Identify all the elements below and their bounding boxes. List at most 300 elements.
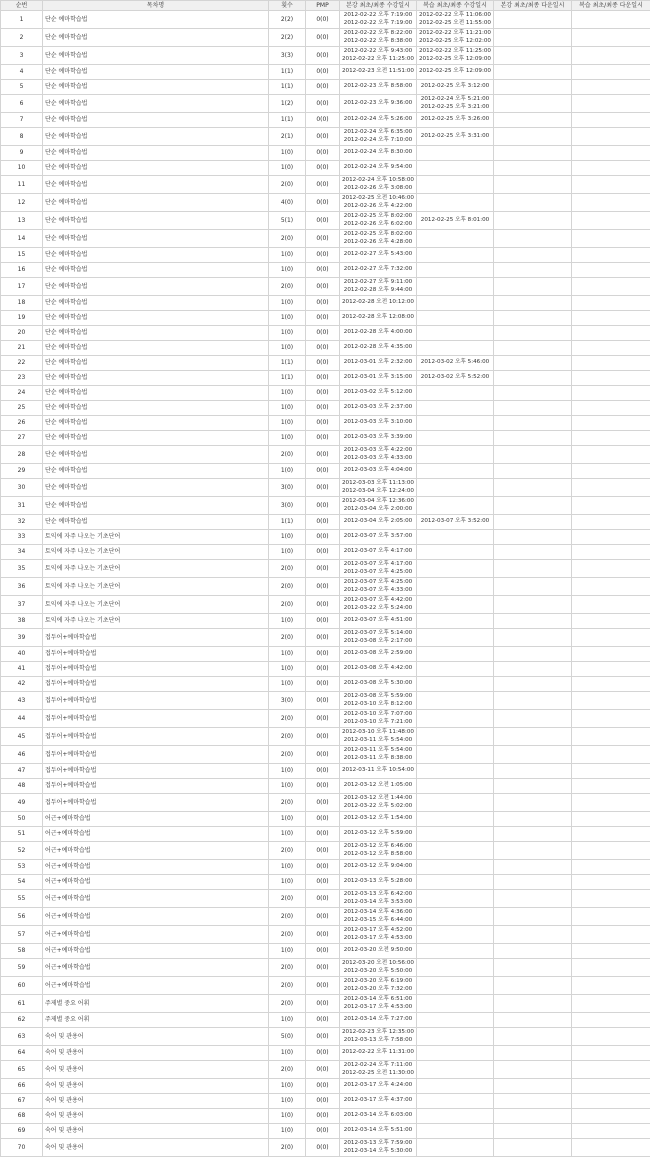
- row-review-watch: [417, 728, 494, 746]
- row-count: 1(0): [269, 401, 306, 416]
- datetime-line: 2012-02-23 오후 12:35:00: [342, 1029, 414, 1036]
- datetime-line: 2012-02-28 오후 4:00:00: [342, 329, 414, 336]
- row-number: 51: [1, 827, 43, 842]
- table-row: [1, 995, 650, 1013]
- datetime-line: 2012-02-22 오후 11:25:00: [342, 56, 414, 63]
- datetime-line: 2012-03-20 오후 7:32:00: [342, 986, 414, 993]
- datetime-line: 2012-03-14 오후 7:27:00: [342, 1016, 414, 1023]
- row-main-watch: [340, 779, 417, 794]
- row-review-watch: [417, 278, 494, 296]
- header-row: [1, 1, 650, 11]
- row-main-download: [494, 80, 572, 95]
- row-pmp: 0(0): [306, 842, 340, 860]
- row-number: 45: [1, 728, 43, 746]
- table-row: [1, 596, 650, 614]
- row-main-download: [494, 128, 572, 146]
- row-number: 42: [1, 677, 43, 692]
- row-main-download: [494, 113, 572, 128]
- row-review-watch: [417, 431, 494, 446]
- row-review-watch: [417, 263, 494, 278]
- row-title: 어근+예마학습법: [43, 977, 269, 995]
- row-count: 1(1): [269, 371, 306, 386]
- row-count: 2(1): [269, 128, 306, 146]
- row-review-download: [572, 890, 650, 908]
- row-title: 단순 예마학습법: [43, 341, 269, 356]
- row-main-watch: [340, 794, 417, 812]
- row-pmp: 0(0): [306, 230, 340, 248]
- row-review-watch: [417, 371, 494, 386]
- row-main-download: [494, 194, 572, 212]
- row-main-watch: [340, 662, 417, 677]
- row-review-download: [572, 296, 650, 311]
- row-main-download: [494, 692, 572, 710]
- row-pmp: 0(0): [306, 401, 340, 416]
- datetime-line: 2012-03-03 오후 3:39:00: [342, 434, 414, 441]
- row-review-download: [572, 692, 650, 710]
- datetime-line: 2012-02-27 오후 5:43:00: [342, 251, 414, 258]
- row-pmp: 0(0): [306, 710, 340, 728]
- row-main-watch: [340, 212, 417, 230]
- row-number: 15: [1, 248, 43, 263]
- row-pmp: 0(0): [306, 1109, 340, 1124]
- row-pmp: 0(0): [306, 113, 340, 128]
- row-main-download: [494, 827, 572, 842]
- row-number: 34: [1, 545, 43, 560]
- row-pmp: 0(0): [306, 995, 340, 1013]
- datetime-line: 2012-03-12 오후 9:04:00: [342, 863, 414, 870]
- table-row: [1, 764, 650, 779]
- row-review-download: [572, 230, 650, 248]
- row-main-download: [494, 977, 572, 995]
- row-number: 54: [1, 875, 43, 890]
- datetime-line: 2012-03-03 오후 2:37:00: [342, 404, 414, 411]
- row-review-download: [572, 827, 650, 842]
- row-number: 11: [1, 176, 43, 194]
- table-row: [1, 278, 650, 296]
- table-row: [1, 860, 650, 875]
- row-review-watch: [417, 497, 494, 515]
- row-review-download: [572, 515, 650, 530]
- row-main-download: [494, 944, 572, 959]
- row-title: 단순 예마학습법: [43, 47, 269, 65]
- row-title: 어근+예마학습법: [43, 860, 269, 875]
- row-main-download: [494, 263, 572, 278]
- row-main-watch: [340, 1094, 417, 1109]
- row-count: 1(0): [269, 326, 306, 341]
- table-row: [1, 530, 650, 545]
- row-number: 20: [1, 326, 43, 341]
- row-main-download: [494, 479, 572, 497]
- row-main-download: [494, 212, 572, 230]
- row-title: 단순 예마학습법: [43, 479, 269, 497]
- row-review-watch: [417, 515, 494, 530]
- row-number: 52: [1, 842, 43, 860]
- table-row: [1, 431, 650, 446]
- row-pmp: 0(0): [306, 341, 340, 356]
- row-number: 24: [1, 386, 43, 401]
- datetime-line: 2012-03-03 오후 4:04:00: [342, 467, 414, 474]
- datetime-line: 2012-03-11 오후 5:54:00: [342, 747, 414, 754]
- row-review-download: [572, 341, 650, 356]
- datetime-line: 2012-03-13 오후 7:58:00: [342, 1037, 414, 1044]
- row-count: 1(0): [269, 944, 306, 959]
- row-review-download: [572, 1109, 650, 1124]
- datetime-line: 2012-02-22 오후 9:43:00: [342, 48, 414, 55]
- row-title: 어근+예마학습법: [43, 959, 269, 977]
- row-main-watch: [340, 629, 417, 647]
- datetime-line: 2012-03-14 오후 3:53:00: [342, 899, 414, 906]
- row-review-download: [572, 1139, 650, 1157]
- row-number: 56: [1, 908, 43, 926]
- row-main-watch: [340, 614, 417, 629]
- row-main-watch: [340, 464, 417, 479]
- row-title: 접두어+예마학습법: [43, 710, 269, 728]
- row-review-watch: [417, 812, 494, 827]
- row-count: 5(1): [269, 212, 306, 230]
- datetime-line: 2012-02-24 오후 8:30:00: [342, 149, 414, 156]
- row-review-download: [572, 1028, 650, 1046]
- row-number: 7: [1, 113, 43, 128]
- row-review-download: [572, 326, 650, 341]
- table-row: [1, 326, 650, 341]
- row-review-download: [572, 944, 650, 959]
- row-number: 28: [1, 446, 43, 464]
- row-pmp: 0(0): [306, 614, 340, 629]
- row-pmp: 0(0): [306, 497, 340, 515]
- row-review-download: [572, 764, 650, 779]
- row-main-download: [494, 248, 572, 263]
- row-pmp: 0(0): [306, 1124, 340, 1139]
- row-number: 58: [1, 944, 43, 959]
- row-main-download: [494, 446, 572, 464]
- row-review-watch: [417, 11, 494, 29]
- datetime-line: 2012-02-24 오후 5:21:00: [419, 96, 491, 103]
- table-row: [1, 371, 650, 386]
- row-pmp: 0(0): [306, 692, 340, 710]
- row-pmp: 0(0): [306, 431, 340, 446]
- row-count: 5(0): [269, 1028, 306, 1046]
- row-pmp: 0(0): [306, 515, 340, 530]
- row-count: 1(0): [269, 161, 306, 176]
- datetime-line: 2012-02-26 오후 4:28:00: [342, 239, 414, 246]
- row-title: 숙어 및 관용어: [43, 1028, 269, 1046]
- row-pmp: 0(0): [306, 65, 340, 80]
- row-count: 3(0): [269, 692, 306, 710]
- datetime-line: 2012-03-01 오후 3:15:00: [342, 374, 414, 381]
- row-title: 단순 예마학습법: [43, 11, 269, 29]
- table-header: [1, 1, 650, 11]
- row-review-watch: [417, 530, 494, 545]
- row-review-download: [572, 146, 650, 161]
- row-number: 50: [1, 812, 43, 827]
- datetime-line: 2012-02-27 오후 9:11:00: [342, 279, 414, 286]
- row-title: 단순 예마학습법: [43, 128, 269, 146]
- row-main-download: [494, 1046, 572, 1061]
- row-main-download: [494, 812, 572, 827]
- row-number: 67: [1, 1094, 43, 1109]
- row-pmp: 0(0): [306, 11, 340, 29]
- row-number: 19: [1, 311, 43, 326]
- row-main-watch: [340, 908, 417, 926]
- table-row: [1, 296, 650, 311]
- row-review-watch: [417, 230, 494, 248]
- row-review-watch: [417, 194, 494, 212]
- table-row: [1, 401, 650, 416]
- datetime-line: 2012-03-02 오후 5:46:00: [419, 359, 491, 366]
- datetime-line: 2012-03-03 오후 4:22:00: [342, 447, 414, 454]
- table-row: [1, 1124, 650, 1139]
- row-title: 단순 예마학습법: [43, 386, 269, 401]
- row-main-watch: [340, 341, 417, 356]
- datetime-line: 2012-02-28 오전 10:12:00: [342, 299, 414, 306]
- row-review-download: [572, 746, 650, 764]
- row-count: 2(2): [269, 11, 306, 29]
- datetime-line: 2012-02-27 오후 7:32:00: [342, 266, 414, 273]
- row-main-download: [494, 1028, 572, 1046]
- row-review-watch: [417, 1028, 494, 1046]
- row-number: 33: [1, 530, 43, 545]
- row-main-download: [494, 908, 572, 926]
- table-row: [1, 875, 650, 890]
- datetime-line: 2012-03-07 오후 4:33:00: [342, 587, 414, 594]
- row-review-watch: [417, 65, 494, 80]
- table-row: [1, 80, 650, 95]
- row-review-watch: [417, 995, 494, 1013]
- datetime-line: 2012-02-25 오후 12:09:00: [419, 56, 491, 63]
- row-main-watch: [340, 1079, 417, 1094]
- row-count: 2(0): [269, 446, 306, 464]
- row-main-watch: [340, 596, 417, 614]
- row-pmp: 0(0): [306, 95, 340, 113]
- row-number: 60: [1, 977, 43, 995]
- datetime-line: 2012-02-22 오후 11:25:00: [419, 48, 491, 55]
- table-row: [1, 212, 650, 230]
- row-title: 토익에 자주 나오는 기초단어: [43, 545, 269, 560]
- table-row: [1, 95, 650, 113]
- row-number: 23: [1, 371, 43, 386]
- row-count: 2(0): [269, 596, 306, 614]
- row-main-download: [494, 959, 572, 977]
- row-main-download: [494, 161, 572, 176]
- row-count: 2(0): [269, 560, 306, 578]
- row-number: 30: [1, 479, 43, 497]
- row-main-download: [494, 1079, 572, 1094]
- row-count: 1(1): [269, 65, 306, 80]
- row-count: 1(0): [269, 296, 306, 311]
- row-title: 토익에 자주 나오는 기초단어: [43, 560, 269, 578]
- row-main-download: [494, 614, 572, 629]
- table-row: [1, 959, 650, 977]
- row-count: 2(0): [269, 629, 306, 647]
- row-main-watch: [340, 995, 417, 1013]
- row-count: 3(0): [269, 479, 306, 497]
- row-review-download: [572, 80, 650, 95]
- row-title: 숙어 및 관용어: [43, 1139, 269, 1157]
- row-pmp: 0(0): [306, 662, 340, 677]
- datetime-line: 2012-03-03 오후 4:33:00: [342, 455, 414, 462]
- col-header-title: 목차명: [43, 1, 269, 11]
- table-row: [1, 779, 650, 794]
- row-title: 토익에 자주 나오는 기초단어: [43, 596, 269, 614]
- row-main-download: [494, 371, 572, 386]
- table-row: [1, 890, 650, 908]
- row-review-download: [572, 446, 650, 464]
- table-row: [1, 629, 650, 647]
- row-main-watch: [340, 146, 417, 161]
- row-pmp: 0(0): [306, 1139, 340, 1157]
- row-number: 6: [1, 95, 43, 113]
- row-number: 25: [1, 401, 43, 416]
- row-count: 3(3): [269, 47, 306, 65]
- row-number: 44: [1, 710, 43, 728]
- row-title: 숙어 및 관용어: [43, 1079, 269, 1094]
- table-row: [1, 1094, 650, 1109]
- row-main-download: [494, 95, 572, 113]
- row-pmp: 0(0): [306, 746, 340, 764]
- row-main-watch: [340, 356, 417, 371]
- table-row: [1, 908, 650, 926]
- row-main-watch: [340, 248, 417, 263]
- table-row: [1, 926, 650, 944]
- datetime-line: 2012-03-04 오후 2:00:00: [342, 506, 414, 513]
- row-pmp: 0(0): [306, 416, 340, 431]
- row-pmp: 0(0): [306, 146, 340, 161]
- row-pmp: 0(0): [306, 860, 340, 875]
- row-review-watch: [417, 1046, 494, 1061]
- row-main-download: [494, 278, 572, 296]
- table-body: [1, 11, 650, 1157]
- datetime-line: 2012-03-08 오후 2:59:00: [342, 650, 414, 657]
- row-number: 2: [1, 29, 43, 47]
- row-title: 단순 예마학습법: [43, 146, 269, 161]
- table-row: [1, 812, 650, 827]
- row-pmp: 0(0): [306, 1079, 340, 1094]
- table-row: [1, 545, 650, 560]
- row-review-watch: [417, 479, 494, 497]
- row-review-download: [572, 596, 650, 614]
- row-title: 접두어+예마학습법: [43, 794, 269, 812]
- row-pmp: 0(0): [306, 959, 340, 977]
- datetime-line: 2012-02-22 오후 8:38:00: [342, 38, 414, 45]
- row-main-watch: [340, 416, 417, 431]
- row-count: 3(0): [269, 497, 306, 515]
- table-row: [1, 386, 650, 401]
- row-main-watch: [340, 728, 417, 746]
- datetime-line: 2012-03-10 오후 7:21:00: [342, 719, 414, 726]
- row-main-watch: [340, 530, 417, 545]
- row-pmp: 0(0): [306, 875, 340, 890]
- row-review-watch: [417, 692, 494, 710]
- datetime-line: 2012-02-22 오후 7:19:00: [342, 20, 414, 27]
- row-main-download: [494, 596, 572, 614]
- datetime-line: 2012-03-13 오후 5:28:00: [342, 878, 414, 885]
- row-pmp: 0(0): [306, 647, 340, 662]
- row-review-download: [572, 794, 650, 812]
- table-row: [1, 515, 650, 530]
- row-title: 단순 예마학습법: [43, 497, 269, 515]
- row-main-download: [494, 146, 572, 161]
- row-review-download: [572, 128, 650, 146]
- row-pmp: 0(0): [306, 161, 340, 176]
- row-review-watch: [417, 341, 494, 356]
- row-review-watch: [417, 926, 494, 944]
- row-pmp: 0(0): [306, 176, 340, 194]
- row-review-download: [572, 371, 650, 386]
- row-title: 단순 예마학습법: [43, 278, 269, 296]
- row-main-watch: [340, 431, 417, 446]
- row-review-download: [572, 578, 650, 596]
- row-count: 1(0): [269, 263, 306, 278]
- table-row: [1, 827, 650, 842]
- datetime-line: 2012-03-11 오후 5:54:00: [342, 737, 414, 744]
- row-review-download: [572, 860, 650, 875]
- row-title: 어근+예마학습법: [43, 827, 269, 842]
- row-main-download: [494, 530, 572, 545]
- row-pmp: 0(0): [306, 890, 340, 908]
- table-row: [1, 677, 650, 692]
- row-review-watch: [417, 794, 494, 812]
- row-pmp: 0(0): [306, 29, 340, 47]
- row-count: 2(0): [269, 230, 306, 248]
- row-pmp: 0(0): [306, 194, 340, 212]
- row-title: 접두어+예마학습법: [43, 662, 269, 677]
- row-number: 26: [1, 416, 43, 431]
- row-review-watch: [417, 416, 494, 431]
- row-title: 접두어+예마학습법: [43, 779, 269, 794]
- table-row: [1, 65, 650, 80]
- row-review-download: [572, 662, 650, 677]
- row-pmp: 0(0): [306, 446, 340, 464]
- table-row: [1, 560, 650, 578]
- row-pmp: 0(0): [306, 794, 340, 812]
- row-number: 1: [1, 11, 43, 29]
- row-title: 어근+예마학습법: [43, 926, 269, 944]
- row-main-watch: [340, 515, 417, 530]
- table-row: [1, 1079, 650, 1094]
- row-title: 단순 예마학습법: [43, 80, 269, 95]
- row-review-watch: [417, 248, 494, 263]
- row-title: 접두어+예마학습법: [43, 764, 269, 779]
- row-number: 65: [1, 1061, 43, 1079]
- row-main-watch: [340, 80, 417, 95]
- datetime-line: 2012-03-17 오후 4:53:00: [342, 1004, 414, 1011]
- row-number: 69: [1, 1124, 43, 1139]
- row-pmp: 0(0): [306, 677, 340, 692]
- row-number: 40: [1, 647, 43, 662]
- datetime-line: 2012-03-07 오후 4:17:00: [342, 548, 414, 555]
- datetime-line: 2012-03-08 오후 5:30:00: [342, 680, 414, 687]
- row-pmp: 0(0): [306, 1028, 340, 1046]
- datetime-line: 2012-02-26 오후 4:22:00: [342, 203, 414, 210]
- row-number: 55: [1, 890, 43, 908]
- row-review-watch: [417, 161, 494, 176]
- row-main-download: [494, 647, 572, 662]
- row-pmp: 0(0): [306, 326, 340, 341]
- datetime-line: 2012-03-07 오후 3:52:00: [419, 518, 491, 525]
- table-row: [1, 479, 650, 497]
- row-title: 토익에 자주 나오는 기초단어: [43, 614, 269, 629]
- row-number: 66: [1, 1079, 43, 1094]
- row-review-download: [572, 65, 650, 80]
- row-title: 단순 예마학습법: [43, 326, 269, 341]
- row-review-download: [572, 1046, 650, 1061]
- row-number: 9: [1, 146, 43, 161]
- datetime-line: 2012-03-13 오후 6:42:00: [342, 891, 414, 898]
- row-main-download: [494, 326, 572, 341]
- row-count: 2(0): [269, 926, 306, 944]
- row-count: 2(0): [269, 578, 306, 596]
- row-count: 4(0): [269, 194, 306, 212]
